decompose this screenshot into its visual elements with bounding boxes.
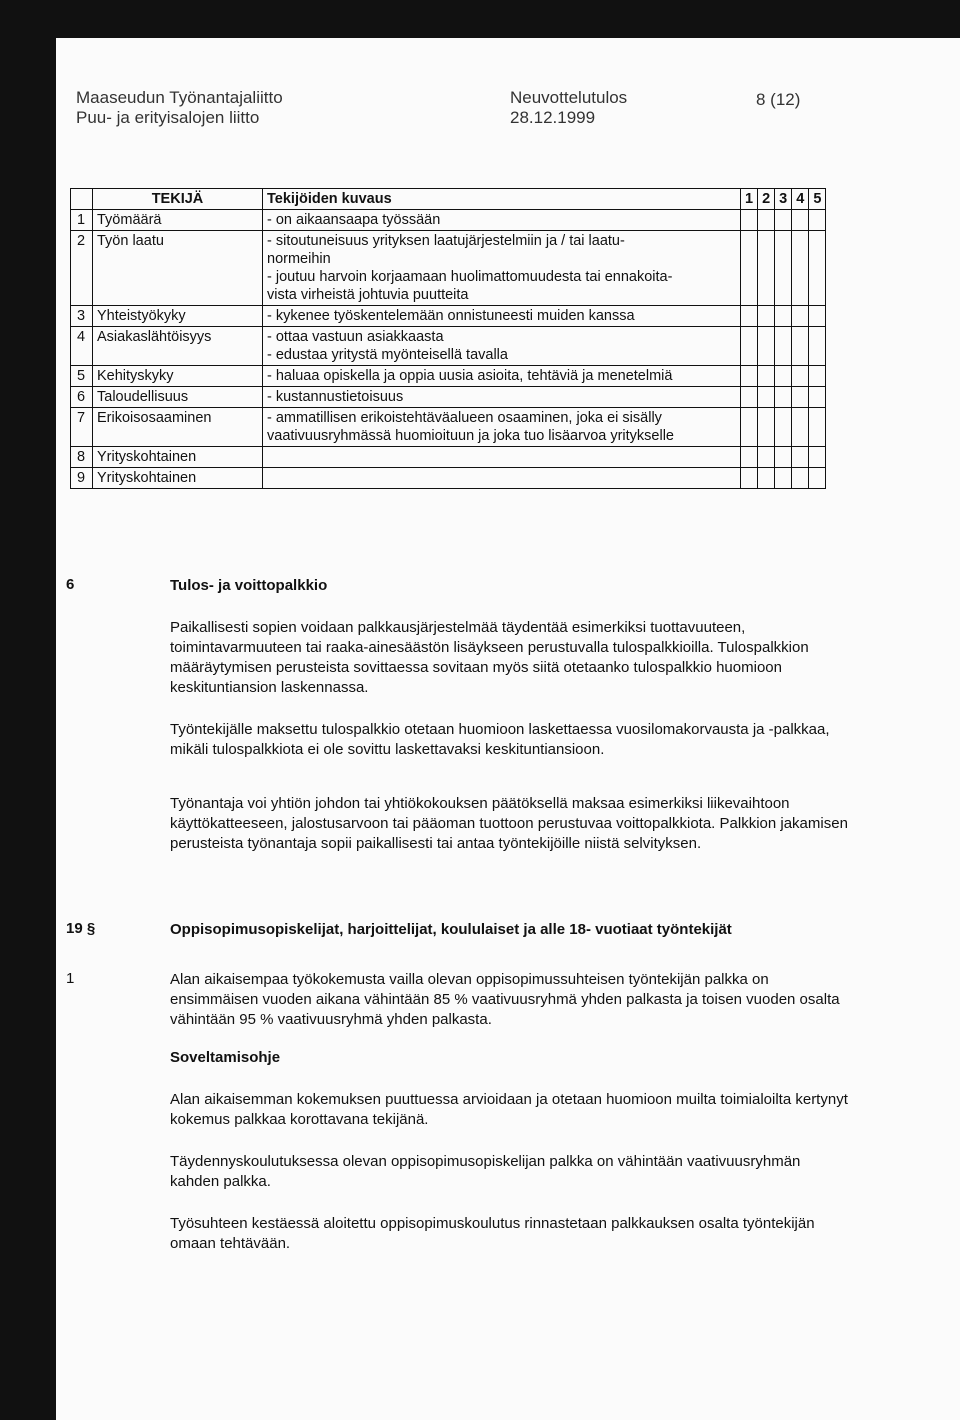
rating-cell-2	[758, 306, 775, 327]
rating-cell-2	[758, 210, 775, 231]
rating-cell-1	[741, 468, 758, 489]
description-line: normeihin	[267, 251, 331, 267]
rating-col-3: 3	[775, 189, 792, 210]
table-row	[71, 408, 826, 447]
row-factor: Erikoisosaaminen	[93, 408, 263, 447]
description-line: vista virheistä johtuvia puutteita	[267, 287, 469, 303]
rating-cell-3	[775, 447, 792, 468]
section19-guidance	[170, 1090, 850, 1276]
section6-paragraph-2: Työntekijälle maksettu tulospalkkio otetaan huomioon laskettaessa vuosilomakorvausta ja -palkkaa, mikäli tulospalkkiota ei ole sovittu laskettavaksi keskituntiansioon.	[170, 721, 830, 758]
header-organizations	[76, 88, 283, 128]
rating-cell-4	[792, 468, 809, 489]
rating-cell-3	[775, 210, 792, 231]
guidance-paragraph-2: Täydennyskoulutuksessa olevan oppisopimusopiskelijan palkka on vähintään vaativuusryhmän kahden palkka.	[170, 1153, 801, 1190]
description-line: vaativuusryhmässä huomioituun ja joka tuo lisäarvoa yritykselle	[267, 428, 674, 444]
section19-item-number: 1	[66, 970, 75, 987]
rating-cell-4	[792, 366, 809, 387]
rating-cell-2	[758, 447, 775, 468]
rating-cell-2	[758, 468, 775, 489]
description-line: - kustannustietoisuus	[267, 389, 404, 405]
rating-cell-2	[758, 387, 775, 408]
table-body	[71, 210, 826, 489]
row-factor: Työn laatu	[93, 231, 263, 306]
row-factor: Taloudellisuus	[93, 387, 263, 408]
table-header-row	[71, 189, 826, 210]
rating-cell-5	[809, 408, 826, 447]
rating-cell-4	[792, 210, 809, 231]
rating-cell-1	[741, 408, 758, 447]
description-line: - ammatillisen erikoistehtäväalueen osaaminen, joka ei sisälly	[267, 410, 662, 426]
table-row	[71, 468, 826, 489]
document-page	[56, 38, 960, 1420]
rating-cell-4	[792, 231, 809, 306]
rating-cell-3	[775, 306, 792, 327]
table-row	[71, 366, 826, 387]
rating-cell-5	[809, 366, 826, 387]
row-factor: Yrityskohtainen	[93, 447, 263, 468]
row-description	[263, 387, 741, 408]
section6-paragraph-1: Paikallisesti sopien voidaan palkkausjärjestelmää täydentää esimerkiksi tuottavuuteen, toimintavarmuuteen tai raaka-ainesäästön lisäykseen perustuvalla tulospalkkioilla. Tulospalkkion määräytymisen perusteista sovittaessa sovitaan myös siitä otetaanko tulospalkkio huomioon keskituntiansion laskennassa.	[170, 619, 809, 696]
description-line: - joutuu harvoin korjaamaan huolimattomuudesta tai ennakoita-	[267, 269, 673, 285]
rating-cell-1	[741, 387, 758, 408]
rating-cell-3	[775, 408, 792, 447]
row-description	[263, 408, 741, 447]
section19-number: 19 §	[66, 920, 96, 937]
row-factor: Kehityskyky	[93, 366, 263, 387]
rating-cell-5	[809, 327, 826, 366]
rating-cell-1	[741, 306, 758, 327]
rating-cell-4	[792, 306, 809, 327]
section19-subheading: Soveltamisohje	[170, 1049, 281, 1066]
rating-cell-5	[809, 231, 826, 306]
description-line: - haluaa opiskella ja oppia uusia asioita, tehtäviä ja menetelmiä	[267, 368, 673, 384]
rating-cell-1	[741, 231, 758, 306]
row-number: 7	[71, 408, 93, 447]
rating-cell-3	[775, 387, 792, 408]
description-line	[267, 448, 736, 466]
description-line: - edustaa yritystä myönteisellä tavalla	[267, 347, 508, 363]
row-factor: Työmäärä	[93, 210, 263, 231]
guidance-paragraph-1: Alan aikaisemman kokemuksen puuttuessa arvioidaan ja otetaan huomioon muilta toimialoilta kertynyt kokemus palkkaa korottavana tekijänä.	[170, 1091, 848, 1128]
table-row	[71, 387, 826, 408]
rating-cell-2	[758, 366, 775, 387]
section19-item-text: Alan aikaisempaa työkokemusta vailla olevan oppisopimussuhteisen työntekijän palkka on ensimmäisen vuoden aikana vähintään 85 % vaativuusryhmä yhden palkasta ja toisen vuoden osalta vähintään 95 % vaativuusryhmä yhden palkasta.	[170, 971, 840, 1028]
section6-body	[170, 618, 850, 876]
row-number: 5	[71, 366, 93, 387]
guidance-paragraph-3: Työsuhteen kestäessä aloitettu oppisopimuskoulutus rinnastetaan palkkauksen osalta työntekijän omaan tehtävään.	[170, 1215, 815, 1252]
row-number: 1	[71, 210, 93, 231]
description-line	[267, 469, 736, 487]
section6-number: 6	[66, 576, 75, 593]
row-number: 3	[71, 306, 93, 327]
row-description	[263, 327, 741, 366]
rating-cell-1	[741, 210, 758, 231]
row-description	[263, 447, 741, 468]
rating-cell-5	[809, 210, 826, 231]
page-number: 8 (12)	[756, 90, 801, 109]
rating-col-1: 1	[741, 189, 758, 210]
header-org-line1: Maaseudun Työnantajaliitto	[76, 88, 283, 107]
rating-cell-4	[792, 447, 809, 468]
description-line: - on aikaansaapa työssään	[267, 212, 441, 228]
section6-paragraph-3: Työnantaja voi yhtiön johdon tai yhtiökokouksen päätöksellä maksaa esimerkiksi liikevaihtoon käyttökatteeseen, jalostusarvoon tai pääoman tuottoon perustuvaa voittopalkkiota. Palkkion jakamisen perusteista työnantaja sopii paikallisesti tai antaa työntekijöille niistä selvityksen.	[170, 795, 848, 852]
table-row	[71, 327, 826, 366]
table-row	[71, 231, 826, 306]
row-number: 9	[71, 468, 93, 489]
description-line: - sitoutuneisuus yrityksen laatujärjestelmiin ja / tai laatu-	[267, 233, 625, 249]
section19-title: Oppisopimusopiskelijat, harjoittelijat, koululaiset ja alle 18- vuotiaat työntekijät	[170, 921, 732, 938]
row-description	[263, 468, 741, 489]
row-factor: Yhteistyökyky	[93, 306, 263, 327]
rating-cell-2	[758, 231, 775, 306]
table-row	[71, 306, 826, 327]
rating-cell-3	[775, 231, 792, 306]
row-description	[263, 231, 741, 306]
rating-cell-1	[741, 327, 758, 366]
row-number: 6	[71, 387, 93, 408]
header-doc-info	[510, 88, 627, 128]
rating-cell-1	[741, 447, 758, 468]
section6-title: Tulos- ja voittopalkkio	[170, 577, 328, 594]
rating-cell-5	[809, 447, 826, 468]
rating-cell-5	[809, 468, 826, 489]
rating-cell-2	[758, 327, 775, 366]
row-description	[263, 306, 741, 327]
rating-cell-3	[775, 468, 792, 489]
row-description	[263, 210, 741, 231]
rating-cell-3	[775, 366, 792, 387]
row-factor: Yrityskohtainen	[93, 468, 263, 489]
table-row	[71, 210, 826, 231]
rating-col-4: 4	[792, 189, 809, 210]
rating-cell-4	[792, 327, 809, 366]
row-description	[263, 366, 741, 387]
table-row	[71, 447, 826, 468]
header-description: Tekijöiden kuvaus	[263, 189, 741, 210]
row-number: 8	[71, 447, 93, 468]
header-factor: TEKIJÄ	[93, 189, 263, 210]
rating-cell-2	[758, 408, 775, 447]
header-doc-type: Neuvottelutulos	[510, 88, 628, 107]
rating-cell-4	[792, 408, 809, 447]
header-blank	[71, 189, 93, 210]
header-doc-date: 28.12.1999	[510, 108, 596, 127]
rating-col-2: 2	[758, 189, 775, 210]
header-org-line2: Puu- ja erityisalojen liitto	[76, 108, 260, 127]
description-line: - kykenee työskentelemään onnistuneesti muiden kanssa	[267, 308, 635, 324]
row-number: 4	[71, 327, 93, 366]
rating-cell-5	[809, 306, 826, 327]
row-factor: Asiakaslähtöisyys	[93, 327, 263, 366]
rating-cell-5	[809, 387, 826, 408]
row-number: 2	[71, 231, 93, 306]
rating-col-5: 5	[809, 189, 826, 210]
evaluation-table	[70, 188, 826, 489]
rating-cell-3	[775, 327, 792, 366]
rating-cell-1	[741, 366, 758, 387]
description-line: - ottaa vastuun asiakkaasta	[267, 329, 444, 345]
rating-cell-4	[792, 387, 809, 408]
